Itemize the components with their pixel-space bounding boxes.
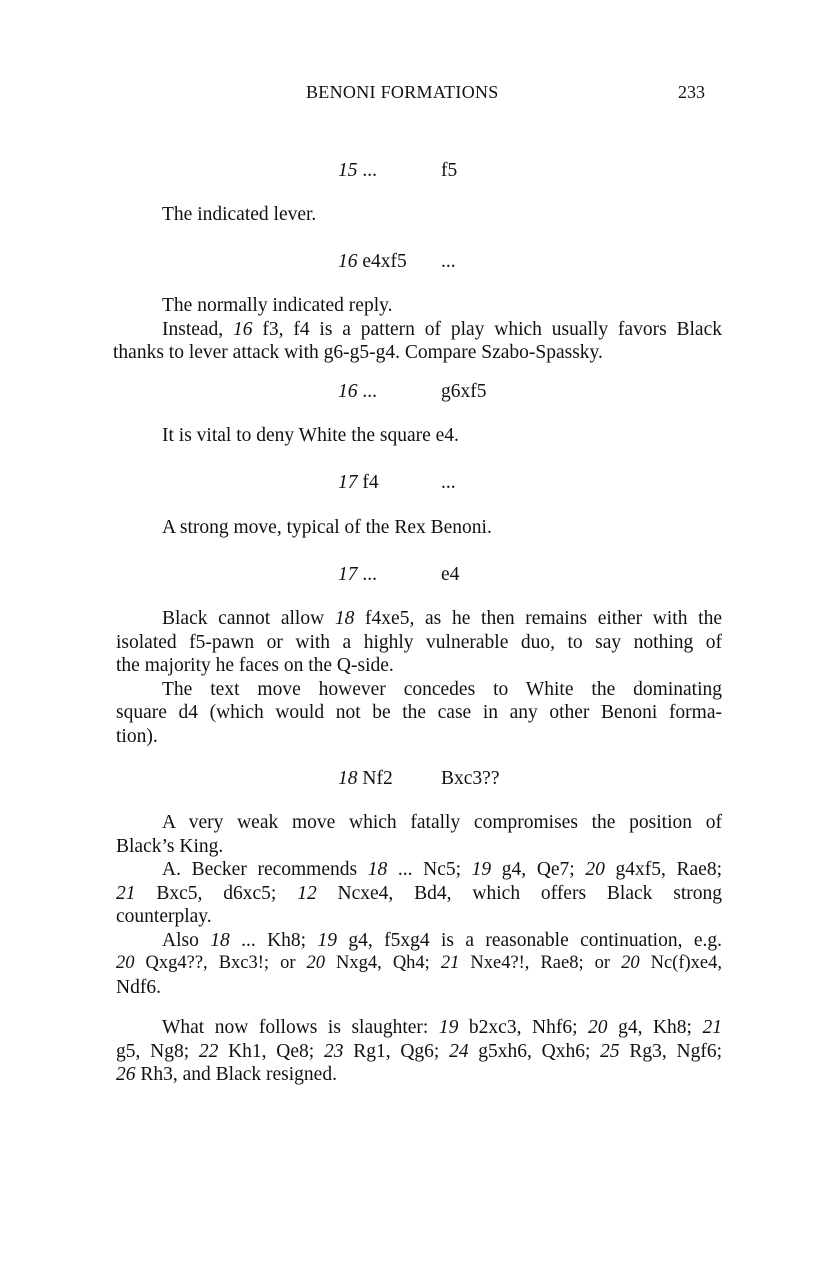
- white-move: f4: [362, 472, 379, 493]
- move-number: 17: [338, 472, 358, 493]
- move-number: 16: [338, 381, 358, 402]
- commentary-text: counterplay.: [116, 906, 212, 927]
- commentary-paragraph: [116, 203, 722, 227]
- move-number: 16: [233, 318, 253, 340]
- commentary-text: 26 Rh3, and Black resigned.: [116, 1064, 337, 1085]
- black-move: Bxc3??: [441, 768, 500, 789]
- commentary-text: Black’s King.: [116, 835, 224, 857]
- move-number: 16: [338, 251, 358, 272]
- page-number: 233: [678, 82, 705, 102]
- black-move: g6xf5: [441, 381, 487, 402]
- commentary-text: Black cannot allow 18 f4xe5, as he then remains either with the: [162, 608, 722, 629]
- commentary-paragraph: [116, 516, 722, 540]
- commentary-paragraph: [116, 811, 722, 999]
- commentary-text: A. Becker recommends 18 ... Nc5; 19 g4, Qe7; 20 g4xf5, Rae8;: [162, 859, 723, 880]
- commentary-text: 21 Bxc5, d6xc5; 12 Ncxe4, Bd4, which offers Black strong: [116, 882, 722, 904]
- commentary-paragraph: [113, 294, 722, 365]
- commentary-text: A strong move, typical of the Rex Benoni.: [162, 517, 492, 538]
- black-move: ...: [441, 251, 456, 272]
- commentary-text: Also 18 ... Kh8; 19 g4, f5xg4 is a reasonable continuation, e.g.: [162, 929, 722, 951]
- move-number: 17: [338, 564, 358, 585]
- commentary-text: A very weak move which fatally compromises the position of: [162, 812, 722, 833]
- commentary-paragraph: [116, 607, 722, 748]
- white-move: e4xf5: [362, 251, 407, 272]
- white-move: Nf2: [362, 768, 393, 789]
- commentary-text: square d4 (which would not be the case in any other Benoni forma-: [116, 702, 722, 723]
- move-number: 18: [334, 608, 355, 629]
- white-move: ...: [362, 381, 377, 402]
- black-move: f5: [441, 160, 458, 181]
- commentary-text: It is vital to deny White the square e4.: [162, 425, 459, 446]
- commentary-text: Instead, 16 f3, f4 is a pattern of play which usually favors Black: [162, 318, 722, 340]
- commentary-text: The text move however concedes to White the dominating: [162, 678, 722, 700]
- white-move: ...: [362, 564, 377, 585]
- commentary-text: Ndf6.: [116, 976, 161, 998]
- commentary-text: g5, Ng8; 22 Kh1, Qe8; 23 Rg1, Qg6; 24 g5xh6, Qxh6; 25 Rg3, Ngf6;: [116, 1040, 723, 1062]
- commentary-text: The indicated lever.: [162, 204, 317, 225]
- commentary-text: the majority he faces on the Q-side.: [116, 655, 394, 676]
- commentary-text: What now follows is slaughter: 19 b2xc3, Nhf6; 20 g4, Kh8; 21: [162, 1017, 723, 1038]
- commentary-paragraph: [116, 424, 722, 448]
- running-header-title: BENONI FORMATIONS: [306, 82, 499, 102]
- commentary-text: isolated f5-pawn or with a highly vulnerable duo, to say nothing of: [116, 631, 722, 653]
- commentary-text: tion).: [116, 725, 158, 747]
- black-move: e4: [441, 564, 460, 585]
- commentary-text: thanks to lever attack with g6-g5-g4. Compare Szabo-Spassky.: [113, 342, 603, 363]
- move-number: 15: [338, 160, 358, 181]
- move-number: 18: [338, 768, 358, 789]
- commentary-text: 20 Qxg4??, Bxc3!; or 20 Nxg4, Qh4; 21 Nxe4?!, Rae8; or 20 Nc(f)xe4,: [116, 953, 722, 973]
- white-move: ...: [362, 160, 377, 181]
- commentary-paragraph: [116, 1016, 722, 1087]
- black-move: ...: [441, 472, 456, 493]
- commentary-text: The normally indicated reply.: [162, 295, 393, 316]
